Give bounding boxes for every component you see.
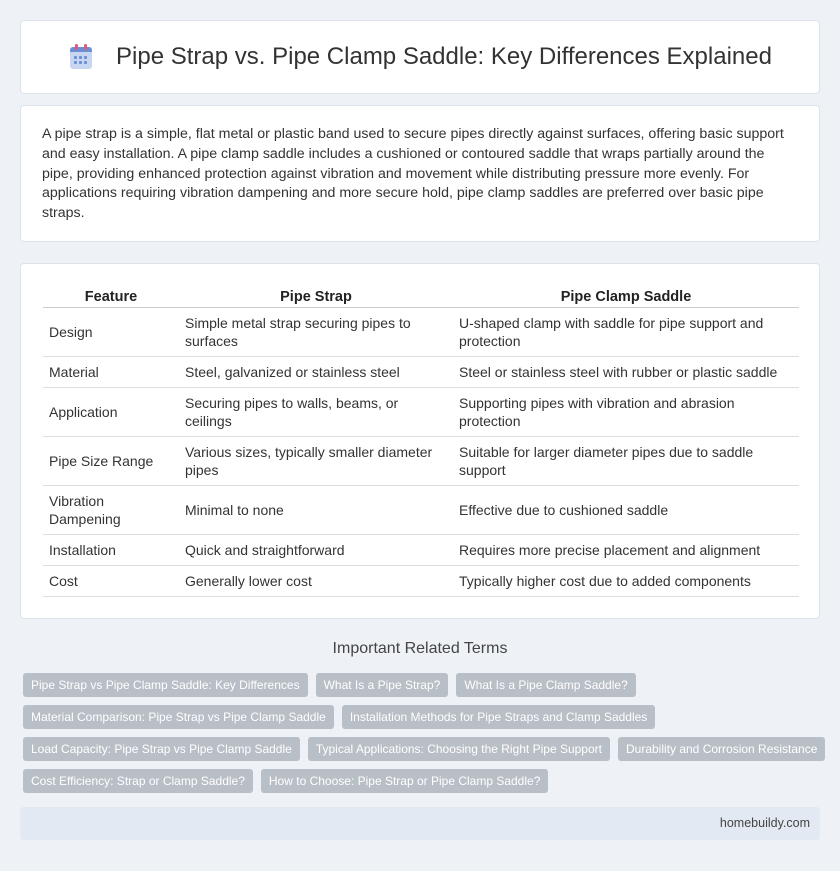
cell-saddle: Suitable for larger diameter pipes due to saddle support xyxy=(453,437,799,486)
cell-feature: Design xyxy=(43,308,179,357)
cell-strap: Simple metal strap securing pipes to surfaces xyxy=(179,308,453,357)
footer-site[interactable]: homebuildy.com xyxy=(719,816,810,830)
comparison-table xyxy=(43,285,799,597)
header-pipe-clamp-saddle: Pipe Clamp Saddle xyxy=(453,285,799,308)
tag-cost-efficiency[interactable]: Cost Efficiency: Strap or Clamp Saddle? xyxy=(23,769,253,793)
table-row xyxy=(43,357,799,388)
table-row xyxy=(43,566,799,597)
tag-durability[interactable]: Durability and Corrosion Resistance xyxy=(618,737,825,761)
cell-strap: Minimal to none xyxy=(179,486,453,535)
cell-strap: Securing pipes to walls, beams, or ceilings xyxy=(179,388,453,437)
footer xyxy=(20,807,820,840)
comparison-table-card xyxy=(20,263,820,619)
tag-load-capacity[interactable]: Load Capacity: Pipe Strap vs Pipe Clamp Saddle xyxy=(23,737,300,761)
intro-card xyxy=(20,105,820,242)
calendar-icon xyxy=(68,44,94,70)
tag-what-is-pipe-clamp-saddle[interactable]: What Is a Pipe Clamp Saddle? xyxy=(456,673,635,697)
cell-feature: Pipe Size Range xyxy=(43,437,179,486)
tag-key-differences[interactable]: Pipe Strap vs Pipe Clamp Saddle: Key Differences xyxy=(23,673,308,697)
cell-saddle: Supporting pipes with vibration and abrasion protection xyxy=(453,388,799,437)
related-terms-title: Important Related Terms xyxy=(332,640,508,657)
table-header-row xyxy=(43,285,799,308)
cell-saddle: Requires more precise placement and alignment xyxy=(453,535,799,566)
table-row xyxy=(43,388,799,437)
cell-strap: Various sizes, typically smaller diameter pipes xyxy=(179,437,453,486)
tag-how-to-choose[interactable]: How to Choose: Pipe Strap or Pipe Clamp Saddle? xyxy=(261,769,548,793)
tag-installation-methods[interactable]: Installation Methods for Pipe Straps and Clamp Saddles xyxy=(342,705,656,729)
cell-strap: Quick and straightforward xyxy=(179,535,453,566)
intro-text: A pipe strap is a simple, flat metal or plastic band used to secure pipes directly against surfaces, offering basic support and easy installation. A pipe clamp saddle includes a cushioned or contoured saddle that wraps partially around the pipe, providing enhanced protection against vibration and movement while distributing pressure more evenly. For applications requiring vibration dampening and more secure hold, pipe clamp saddles are preferred over basic pipe straps. xyxy=(42,126,784,222)
cell-feature: Vibration Dampening xyxy=(43,486,179,535)
cell-saddle: Steel or stainless steel with rubber or plastic saddle xyxy=(453,357,799,388)
tag-row xyxy=(23,673,823,697)
cell-saddle: Typically higher cost due to added components xyxy=(453,566,799,597)
tag-row xyxy=(23,705,823,729)
cell-saddle: Effective due to cushioned saddle xyxy=(453,486,799,535)
cell-strap: Generally lower cost xyxy=(179,566,453,597)
tag-material-comparison[interactable]: Material Comparison: Pipe Strap vs Pipe Clamp Saddle xyxy=(23,705,334,729)
cell-feature: Installation xyxy=(43,535,179,566)
page-title: Pipe Strap vs. Pipe Clamp Saddle: Key Differences Explained xyxy=(116,43,772,70)
table-row xyxy=(43,308,799,357)
cell-saddle: U-shaped clamp with saddle for pipe support and protection xyxy=(453,308,799,357)
tag-row xyxy=(23,737,823,761)
header-feature: Feature xyxy=(43,285,179,308)
table-row xyxy=(43,437,799,486)
table-row xyxy=(43,535,799,566)
header-pipe-strap: Pipe Strap xyxy=(179,285,453,308)
table-row xyxy=(43,486,799,535)
cell-strap: Steel, galvanized or stainless steel xyxy=(179,357,453,388)
tag-row xyxy=(23,769,823,793)
cell-feature: Cost xyxy=(43,566,179,597)
cell-feature: Material xyxy=(43,357,179,388)
tag-typical-applications[interactable]: Typical Applications: Choosing the Right Pipe Support xyxy=(308,737,610,761)
tag-what-is-pipe-strap[interactable]: What Is a Pipe Strap? xyxy=(316,673,449,697)
cell-feature: Application xyxy=(43,388,179,437)
title-card xyxy=(20,20,820,94)
related-terms-tags xyxy=(23,673,823,801)
